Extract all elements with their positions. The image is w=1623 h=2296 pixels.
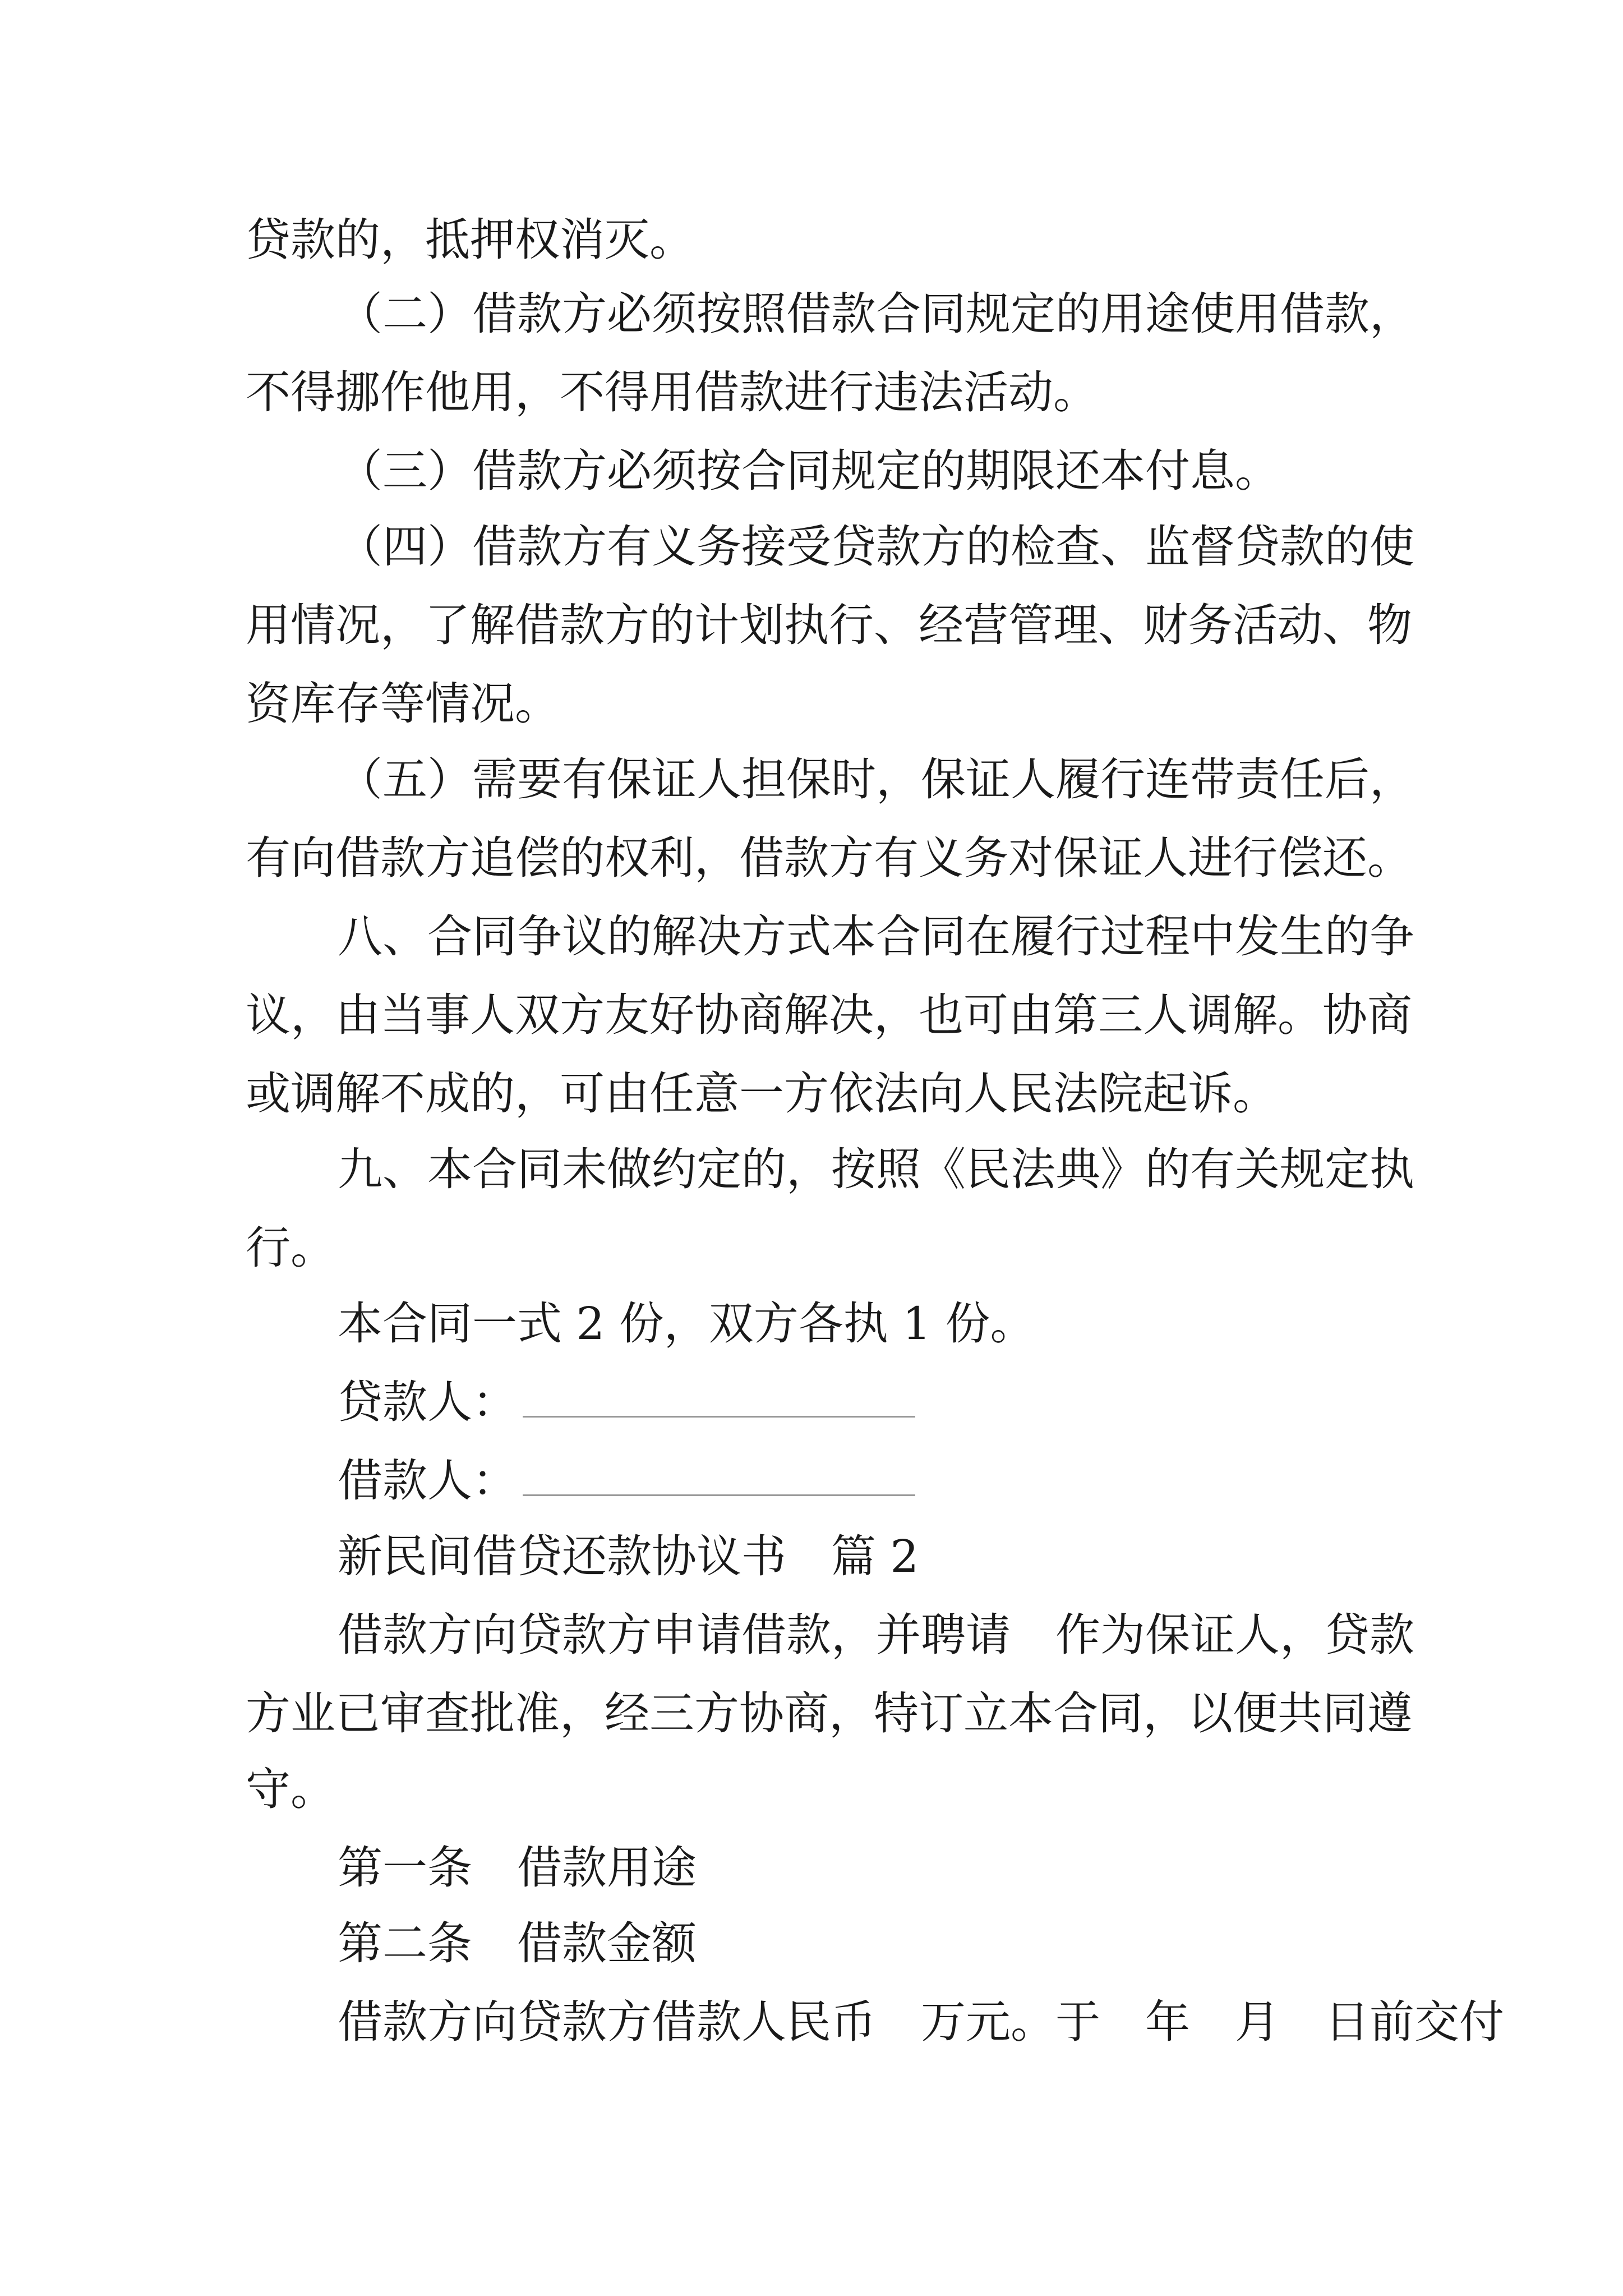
text-line: 资库存等情况。 [246, 678, 560, 730]
text-line: 九、本合同未做约定的，按照《民法典》的有关规定执 [338, 1143, 1414, 1195]
text-line: （二）借款方必须按照借款合同规定的用途使用借款， [338, 288, 1414, 340]
text-line: 有向借款方追偿的权利，借款方有义务对保证人进行偿还。 [246, 832, 1412, 884]
borrower-blank [523, 1455, 915, 1496]
text-line: 用情况，了解借款方的计划执行、经营管理、财务活动、物 [246, 599, 1412, 651]
text-line: （四）借款方有义务接受贷款方的检查、监督贷款的使 [338, 521, 1414, 573]
text-line: 行。 [246, 1222, 335, 1274]
lender-label: 贷款人： [338, 1376, 517, 1428]
text-line: 借款方向贷款方申请借款，并聘请 作为保证人，贷款 [338, 1609, 1414, 1661]
text-line: 不得挪作他用，不得用借款进行违法活动。 [246, 366, 1098, 418]
article-heading: 第一条 借款用途 [338, 1842, 697, 1894]
borrower-label: 借款人： [338, 1455, 517, 1507]
text-line: 借款方向贷款方借款人民币 万元。于 年 月 日前交付 [338, 1996, 1504, 2048]
borrower-signature-line [338, 1453, 915, 1509]
text-line: 或调解不成的，可由任意一方依法向人民法院起诉。 [246, 1068, 1278, 1120]
text-line: 贷款的，抵押权消灭。 [246, 214, 694, 266]
text-line: 方业已审查批准，经三方协商，特订立本合同，以便共同遵 [246, 1687, 1412, 1740]
section-heading: 新民间借贷还款协议书 篇 2 [338, 1530, 919, 1582]
text-line: 守。 [246, 1763, 335, 1815]
text-line: 本合同一式 2 份，双方各执 1 份。 [338, 1297, 1035, 1350]
text-line: （五）需要有保证人担保时，保证人履行连带责任后， [338, 753, 1414, 806]
article-heading: 第二条 借款金额 [338, 1917, 697, 1970]
text-line: 议，由当事人双方友好协商解决，也可由第三人调解。协商 [246, 989, 1412, 1041]
text-line: （三）借款方必须按合同规定的期限还本付息。 [338, 445, 1280, 497]
text-line: 八、合同争议的解决方式本合同在履行过程中发生的争 [338, 910, 1414, 963]
lender-blank [523, 1377, 915, 1418]
lender-signature-line [338, 1374, 915, 1430]
